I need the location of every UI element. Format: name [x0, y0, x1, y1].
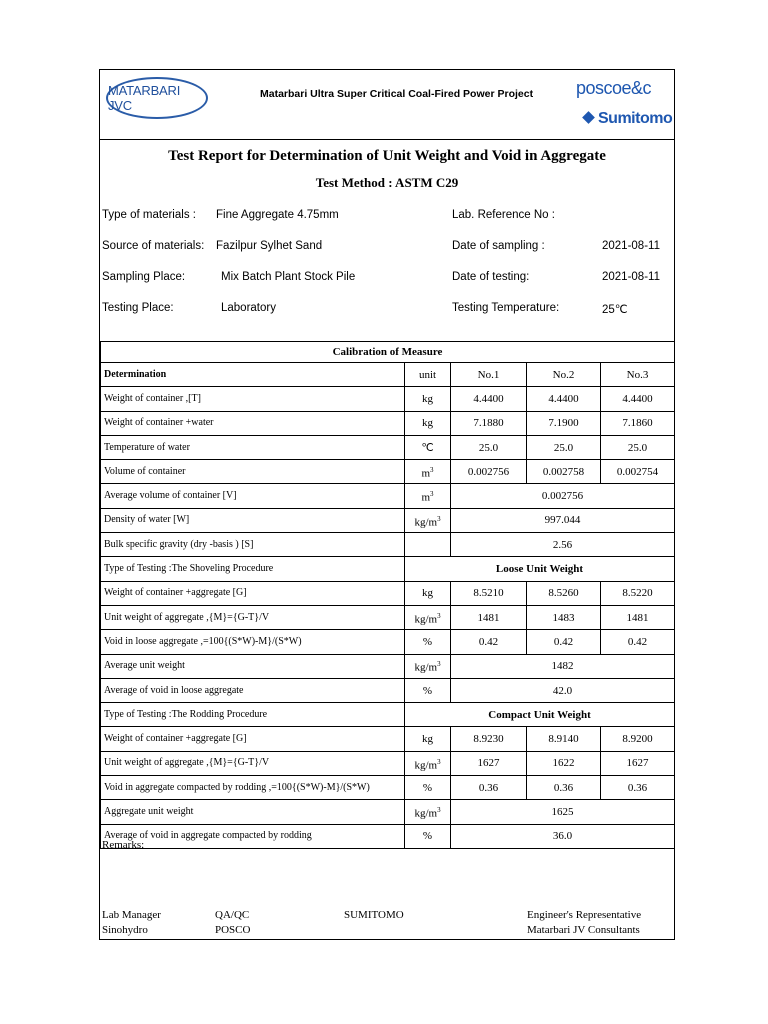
sampling-place-label: Sampling Place:	[102, 271, 186, 283]
cell-no3: 0.002754	[601, 460, 675, 484]
row-unit: %	[405, 630, 451, 654]
row-unit: $kg/m^3$	[405, 508, 451, 532]
cell-no1: 1481	[451, 605, 527, 629]
table-header-row	[101, 363, 675, 387]
cell-merged: 1482	[451, 654, 675, 678]
table-row	[101, 460, 675, 484]
cell-no2: 0.36	[527, 776, 601, 800]
cell-no1: 8.5210	[451, 581, 527, 605]
cell-merged: 2.56	[451, 533, 675, 557]
row-label: Weight of container +water	[101, 411, 405, 435]
signature-engineer: Engineer's Representative Matarbari JV Consultants	[527, 909, 642, 936]
row-label: Average unit weight	[101, 654, 405, 678]
cell-merged: 0.002756	[451, 484, 675, 508]
cell-no3: 0.42	[601, 630, 675, 654]
row-label: Void in loose aggregate ,=100{(S*W)-M}/(S*W)	[101, 630, 405, 654]
row-unit: kg	[405, 387, 451, 411]
table-title-row	[101, 342, 675, 363]
cell-no1: 0.36	[451, 776, 527, 800]
cell-no3: 8.9200	[601, 727, 675, 751]
row-unit: $m^3$	[405, 484, 451, 508]
project-name: Matarbari Ultra Super Critical Coal-Fired Power Project	[260, 88, 534, 100]
cell-no2: 25.0	[527, 435, 601, 459]
cell-no2: 0.42	[527, 630, 601, 654]
cell-no2: 7.1900	[527, 411, 601, 435]
test-method: Test Method : ASTM C29	[315, 175, 459, 190]
sumitomo-diamond-icon	[582, 111, 595, 124]
testing-place-label: Testing Place:	[102, 302, 174, 314]
row-unit: %	[405, 678, 451, 702]
row-label: Average of void in loose aggregate	[101, 678, 405, 702]
date-of-sampling-label: Date of sampling :	[452, 240, 545, 252]
row-unit: $kg/m^3$	[405, 654, 451, 678]
col-no3: No.3	[601, 363, 675, 387]
cell-no1: 4.4400	[451, 387, 527, 411]
table-row	[101, 776, 675, 800]
table-row	[101, 533, 675, 557]
report-header	[100, 70, 674, 140]
date-of-testing-value: 2021-08-11	[602, 271, 660, 283]
row-unit: %	[405, 824, 451, 848]
section-row-compact	[101, 703, 675, 727]
table-row	[101, 581, 675, 605]
row-label: Volume of container	[101, 460, 405, 484]
remarks-label: Remarks:	[102, 839, 145, 851]
cell-no3: 1481	[601, 605, 675, 629]
cell-no2: 4.4400	[527, 387, 601, 411]
row-label: Average of void in aggregate compacted by rodding	[101, 824, 405, 848]
table-row	[101, 727, 675, 751]
signature-sumitomo: SUMITOMO	[344, 909, 404, 921]
calibration-title: Calibration of Measure	[101, 342, 675, 363]
posco-logo: poscoe&c	[576, 78, 652, 98]
testing-place-value: Laboratory	[221, 302, 276, 314]
row-label: Aggregate unit weight	[101, 800, 405, 824]
type-of-materials-label: Type of materials :	[102, 209, 196, 221]
cell-no1: 1627	[451, 751, 527, 775]
source-of-materials-value: Fazilpur Sylhet Sand	[216, 240, 323, 252]
table-row	[101, 654, 675, 678]
row-label: Weight of container +aggregate [G]	[101, 581, 405, 605]
row-label: Average volume of container [V]	[101, 484, 405, 508]
source-of-materials-label: Source of materials:	[102, 240, 205, 252]
cell-no2: 1483	[527, 605, 601, 629]
table-row	[101, 435, 675, 459]
cell-no1: 7.1880	[451, 411, 527, 435]
table-row	[101, 824, 675, 848]
report-frame	[99, 69, 675, 940]
table-row	[101, 605, 675, 629]
cell-no3: 7.1860	[601, 411, 675, 435]
signature-lab-manager: Lab Manager Sinohydro	[102, 909, 161, 936]
report-title: Test Report for Determination of Unit Weight and Void in Aggregate	[168, 148, 606, 164]
row-unit: kg	[405, 581, 451, 605]
date-of-testing-label: Date of testing:	[452, 271, 530, 283]
table-row	[101, 411, 675, 435]
cell-merged: 42.0	[451, 678, 675, 702]
cell-merged: 36.0	[451, 824, 675, 848]
matarbari-jvc-logo: MATARBARI JVC	[106, 77, 208, 119]
cell-merged: 997.044	[451, 508, 675, 532]
row-unit: kg	[405, 727, 451, 751]
row-unit	[405, 533, 451, 557]
sampling-place-value: Mix Batch Plant Stock Pile	[221, 271, 356, 283]
date-of-sampling-value: 2021-08-11	[602, 240, 660, 252]
row-label: Type of Testing :The Rodding Procedure	[101, 703, 405, 727]
cell-no2: 8.9140	[527, 727, 601, 751]
col-no1: No.1	[451, 363, 527, 387]
cell-no3: 1627	[601, 751, 675, 775]
sumitomo-logo: Sumitomo	[584, 110, 672, 128]
section-title-compact: Compact Unit Weight	[405, 703, 675, 727]
type-of-materials-value: Fine Aggregate 4.75mm	[216, 209, 339, 221]
table-row	[101, 508, 675, 532]
section-title-loose: Loose Unit Weight	[405, 557, 675, 581]
table-row	[101, 751, 675, 775]
cell-no3: 0.36	[601, 776, 675, 800]
row-label: Weight of container ,[T]	[101, 387, 405, 411]
cell-no2: 8.5260	[527, 581, 601, 605]
row-unit: $kg/m^3$	[405, 605, 451, 629]
row-unit: $m^3$	[405, 460, 451, 484]
cell-no2: 1622	[527, 751, 601, 775]
cell-no2: 0.002758	[527, 460, 601, 484]
row-unit: $kg/m^3$	[405, 800, 451, 824]
row-label: Weight of container +aggregate [G]	[101, 727, 405, 751]
row-label: Bulk specific gravity (dry -basis ) [S]	[101, 533, 405, 557]
row-unit: ℃	[405, 435, 451, 459]
lab-reference-label: Lab. Reference No :	[452, 209, 555, 221]
row-label: Void in aggregate compacted by rodding ,=100{(S*W)-M}/(S*W)	[101, 776, 405, 800]
table-row	[101, 630, 675, 654]
col-no2: No.2	[527, 363, 601, 387]
cell-merged: 1625	[451, 800, 675, 824]
table-row	[101, 678, 675, 702]
row-label: Type of Testing :The Shoveling Procedure	[101, 557, 405, 581]
cell-no1: 8.9230	[451, 727, 527, 751]
row-unit: %	[405, 776, 451, 800]
section-row-loose	[101, 557, 675, 581]
table-row	[101, 800, 675, 824]
cell-no3: 25.0	[601, 435, 675, 459]
testing-temperature-value: 25℃	[602, 304, 628, 316]
cell-no3: 8.5220	[601, 581, 675, 605]
row-unit: $kg/m^3$	[405, 751, 451, 775]
table-row	[101, 387, 675, 411]
calibration-table	[100, 341, 675, 849]
cell-no1: 25.0	[451, 435, 527, 459]
row-label: Unit weight of aggregate ,{M}={G-T}/V	[101, 605, 405, 629]
table-row	[101, 484, 675, 508]
row-label: Temperature of water	[101, 435, 405, 459]
col-unit: unit	[405, 363, 451, 387]
cell-no1: 0.002756	[451, 460, 527, 484]
row-label: Density of water [W]	[101, 508, 405, 532]
col-determination: Determination	[101, 363, 405, 387]
cell-no3: 4.4400	[601, 387, 675, 411]
cell-no1: 0.42	[451, 630, 527, 654]
row-label: Unit weight of aggregate ,{M}={G-T}/V	[101, 751, 405, 775]
row-unit: kg	[405, 411, 451, 435]
signature-qaqc: QA/QC POSCO	[215, 909, 251, 936]
testing-temperature-label: Testing Temperature:	[452, 302, 560, 314]
